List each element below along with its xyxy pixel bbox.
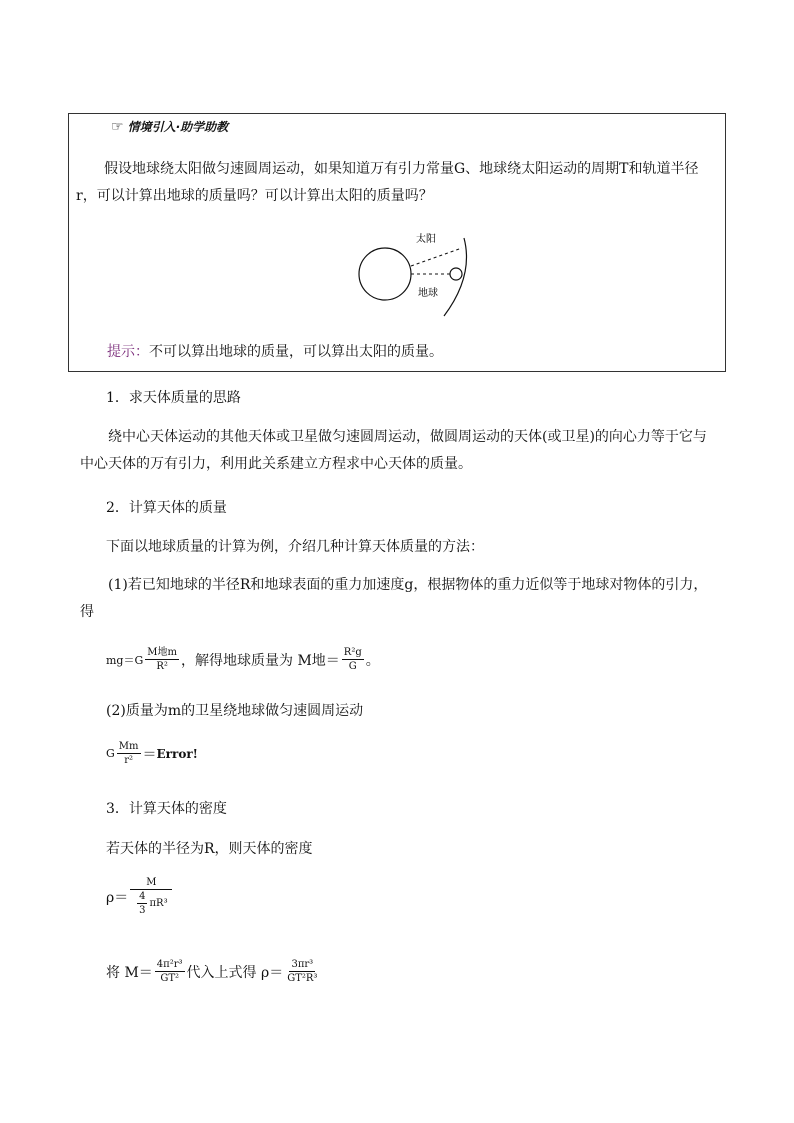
formula-3-frac xyxy=(130,876,172,917)
formula-1-den-2: G xyxy=(348,661,357,672)
formula-3-den xyxy=(133,890,170,917)
formula-2-eq: ＝ xyxy=(142,746,157,763)
box-title xyxy=(111,118,228,135)
formula-4-num: 4π²r³ xyxy=(156,959,183,970)
section-3-heading: 3．计算天体的密度 xyxy=(106,801,227,817)
section-1-text: 绕中心天体运动的其他天体或卫星做匀速圆周运动，做圆周运动的天体(或卫星)的向心力等于它与中心天体的万有引力，利用此关系建立方程求中心天体的质量。 xyxy=(80,429,707,472)
formula-4-den: GT² xyxy=(160,973,179,984)
formula-1-frac-2 xyxy=(342,646,364,673)
hint-label: 提示： xyxy=(107,344,149,360)
formula-1-num: M地m xyxy=(147,647,177,658)
formula-3-inner-num: 4 xyxy=(139,891,146,902)
sun-earth-diagram xyxy=(354,226,554,326)
formula-earth-mass xyxy=(106,646,380,673)
formula-1-num-2: R²g xyxy=(343,647,362,658)
sun-label: 太阳 xyxy=(416,234,436,245)
intro-box xyxy=(68,113,726,372)
section-2-intro: 下面以地球质量的计算为例，介绍几种计算天体质量的方法： xyxy=(106,539,484,555)
section-3-text: 若天体的半径为R，则天体的密度 xyxy=(106,841,313,857)
formula-3-den-tail: πR³ xyxy=(149,898,168,909)
formula-density-substituted xyxy=(106,958,321,985)
formula-1-den: R² xyxy=(156,661,168,672)
formula-4-num-2: 3πr³ xyxy=(291,959,314,970)
section-2-item-1: (1)若已知地球的半径R和地球表面的重力加速度g，根据物体的重力近似等于地球对物体的引力，得 xyxy=(80,577,708,620)
hint-line xyxy=(107,341,443,361)
formula-density xyxy=(106,876,174,917)
formula-1-mid: ，解得地球质量为 M地＝ xyxy=(181,652,340,669)
section-2-heading: 2．计算天体的质量 xyxy=(106,500,227,516)
formula-3-inner-den: 3 xyxy=(139,905,146,916)
box-question: 假设地球绕太阳做匀速圆周运动，如果知道万有引力常量G、地球绕太阳运动的周期T和轨道半径r，可以计算出地球的质量吗？可以计算出太阳的质量吗？ xyxy=(76,161,699,204)
sun-circle xyxy=(359,248,411,300)
formula-1-frac xyxy=(145,646,179,673)
section-1-heading: 1．求天体质量的思路 xyxy=(106,390,241,406)
box-title-text: 情境引入·助学助教 xyxy=(127,120,229,134)
formula-2-lhs: G xyxy=(106,747,115,760)
formula-3-lhs: ρ＝ xyxy=(106,889,129,906)
formula-1-end: 。 xyxy=(365,652,380,669)
orbit-radius-line xyxy=(411,248,462,266)
hint-text: 不可以算出地球的质量，可以算出太阳的质量。 xyxy=(149,344,443,360)
formula-2-frac xyxy=(117,740,141,767)
section-2-item-2: (2)质量为m的卫星绕地球做匀速圆周运动 xyxy=(106,703,364,719)
formula-2-num: Mm xyxy=(118,741,139,752)
formula-4-den-2: GT²R³ xyxy=(287,973,318,984)
earth-circle xyxy=(450,268,462,280)
formula-3-inner-frac xyxy=(137,890,147,917)
formula-2-error: Error! xyxy=(156,746,198,761)
formula-4-pre: 将 M＝ xyxy=(106,964,153,981)
formula-4-mid: 代入上式得 ρ＝ xyxy=(186,964,284,981)
formula-3-num: M xyxy=(130,876,172,890)
formula-2-den: r² xyxy=(124,755,134,766)
formula-4-frac-2 xyxy=(285,958,319,985)
formula-satellite xyxy=(106,740,198,767)
pointing-hand-icon: ☞ xyxy=(111,118,124,135)
formula-1-lhs: mg＝G xyxy=(106,653,144,667)
earth-label: 地球 xyxy=(418,288,438,299)
formula-4-frac xyxy=(155,958,185,985)
